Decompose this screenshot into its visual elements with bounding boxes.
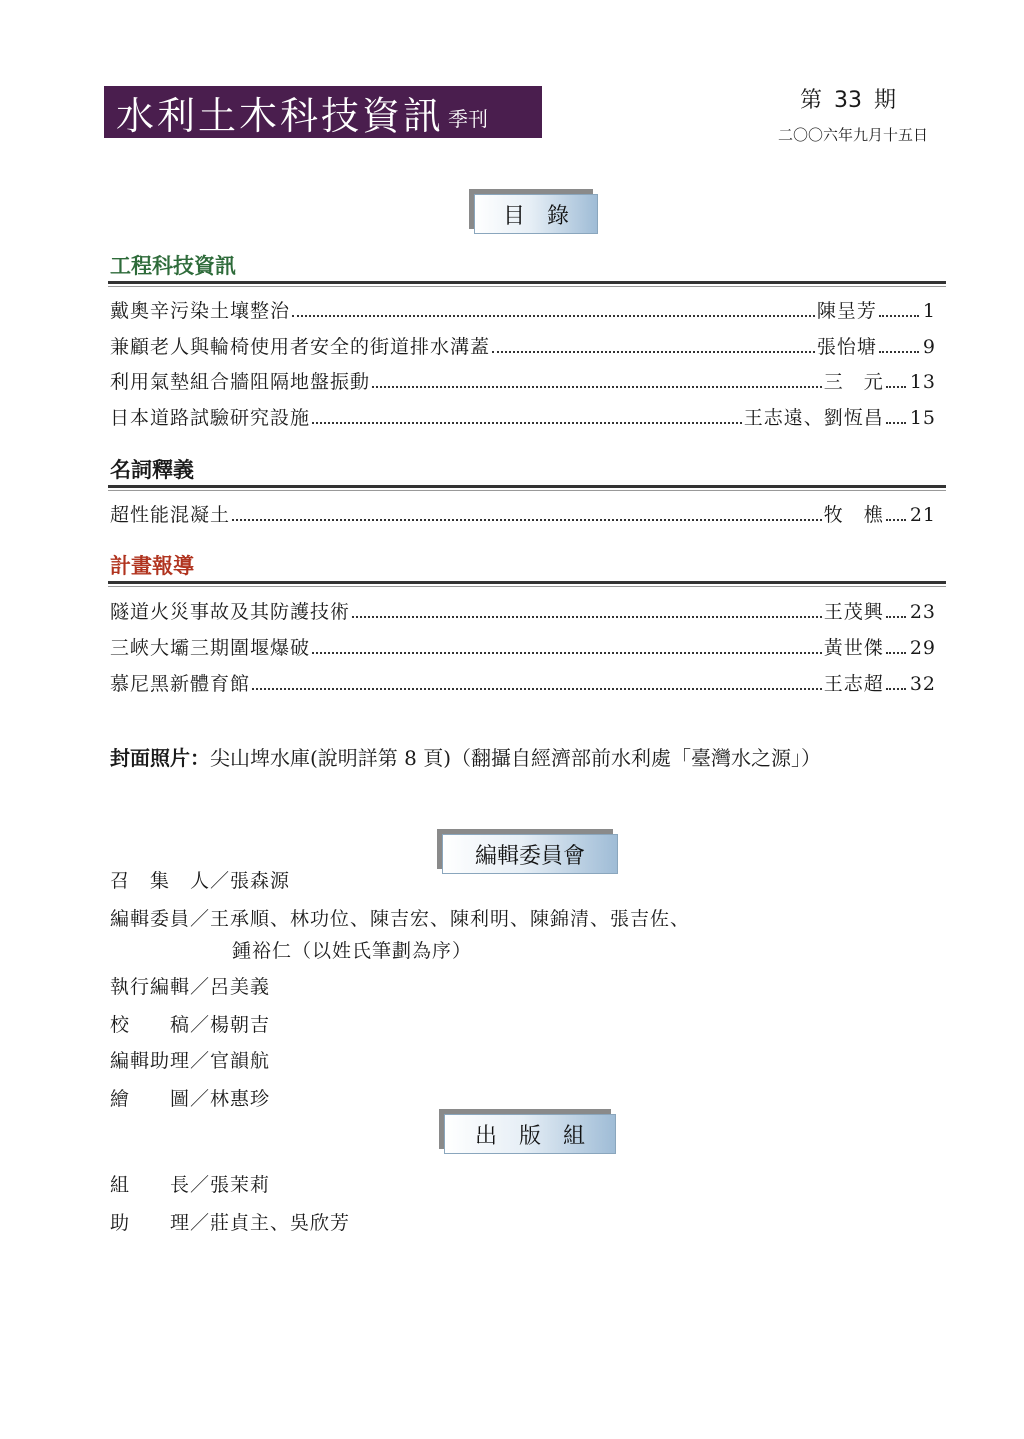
staff-line: 召 集 人／張森源	[110, 870, 291, 892]
section-title-projects: 計畫報導	[110, 554, 194, 578]
toc-entry[interactable]: 日本道路試驗研究設施 王志遠、劉恆昌 15	[110, 407, 936, 429]
toc-entry[interactable]: 利用氣墊組合牆阻隔地盤振動 三 元 13	[110, 371, 936, 393]
section-divider	[108, 281, 946, 284]
staff-line: 執行編輯／呂美義	[110, 976, 271, 998]
toc-entry[interactable]: 兼顧老人與輪椅使用者安全的街道排水溝蓋 張怡塘 9	[110, 336, 936, 358]
section-divider	[108, 485, 946, 488]
staff-line: 組 長／張茉莉	[110, 1174, 271, 1196]
staff-line: 編輯助理／官韻航	[110, 1050, 271, 1072]
cover-photo-label: 封面照片：	[110, 746, 210, 770]
toc-entry[interactable]: 慕尼黑新體育館 王志超 32	[110, 673, 936, 695]
issue-number: 第 33 期	[800, 88, 897, 113]
section-title-glossary: 名詞釋義	[110, 458, 194, 482]
issue-date: 二〇〇六年九月十五日	[778, 126, 929, 144]
toc-entry[interactable]: 三峽大壩三期圍堰爆破 黃世傑 29	[110, 637, 936, 659]
section-divider	[108, 581, 946, 584]
cover-photo-text: 尖山埤水庫(說明詳第 8 頁)（翻攝自經濟部前水利處「臺灣水之源」）	[210, 746, 822, 770]
toc-entry[interactable]: 戴奧辛污染土壤整治 陳呈芳 1	[110, 300, 936, 322]
toc-heading: 目 錄	[474, 194, 598, 234]
staff-line: 鍾裕仁（以姓氏筆劃為序）	[232, 940, 473, 962]
masthead-banner	[104, 86, 542, 138]
publishing-heading: 出 版 組	[444, 1114, 616, 1154]
editorial-heading: 編輯委員會	[442, 834, 618, 874]
staff-line: 繪 圖／林惠珍	[110, 1088, 271, 1110]
cover-photo-note	[110, 742, 821, 771]
toc-entry[interactable]: 超性能混凝土 牧 樵 21	[110, 504, 936, 526]
staff-line: 助 理／莊貞主、吳欣芳	[110, 1212, 351, 1234]
publication-title: 水利土木科技資訊	[116, 93, 445, 138]
section-title-engineering: 工程科技資訊	[110, 254, 236, 278]
staff-line: 編輯委員／王承順、林功位、陳吉宏、陳利明、陳錦清、張吉佐、	[110, 908, 691, 930]
staff-line: 校 稿／楊朝吉	[110, 1014, 271, 1036]
publication-subtitle: 季刊	[448, 106, 489, 131]
toc-entry[interactable]: 隧道火災事故及其防護技術 王茂興 23	[110, 601, 936, 623]
